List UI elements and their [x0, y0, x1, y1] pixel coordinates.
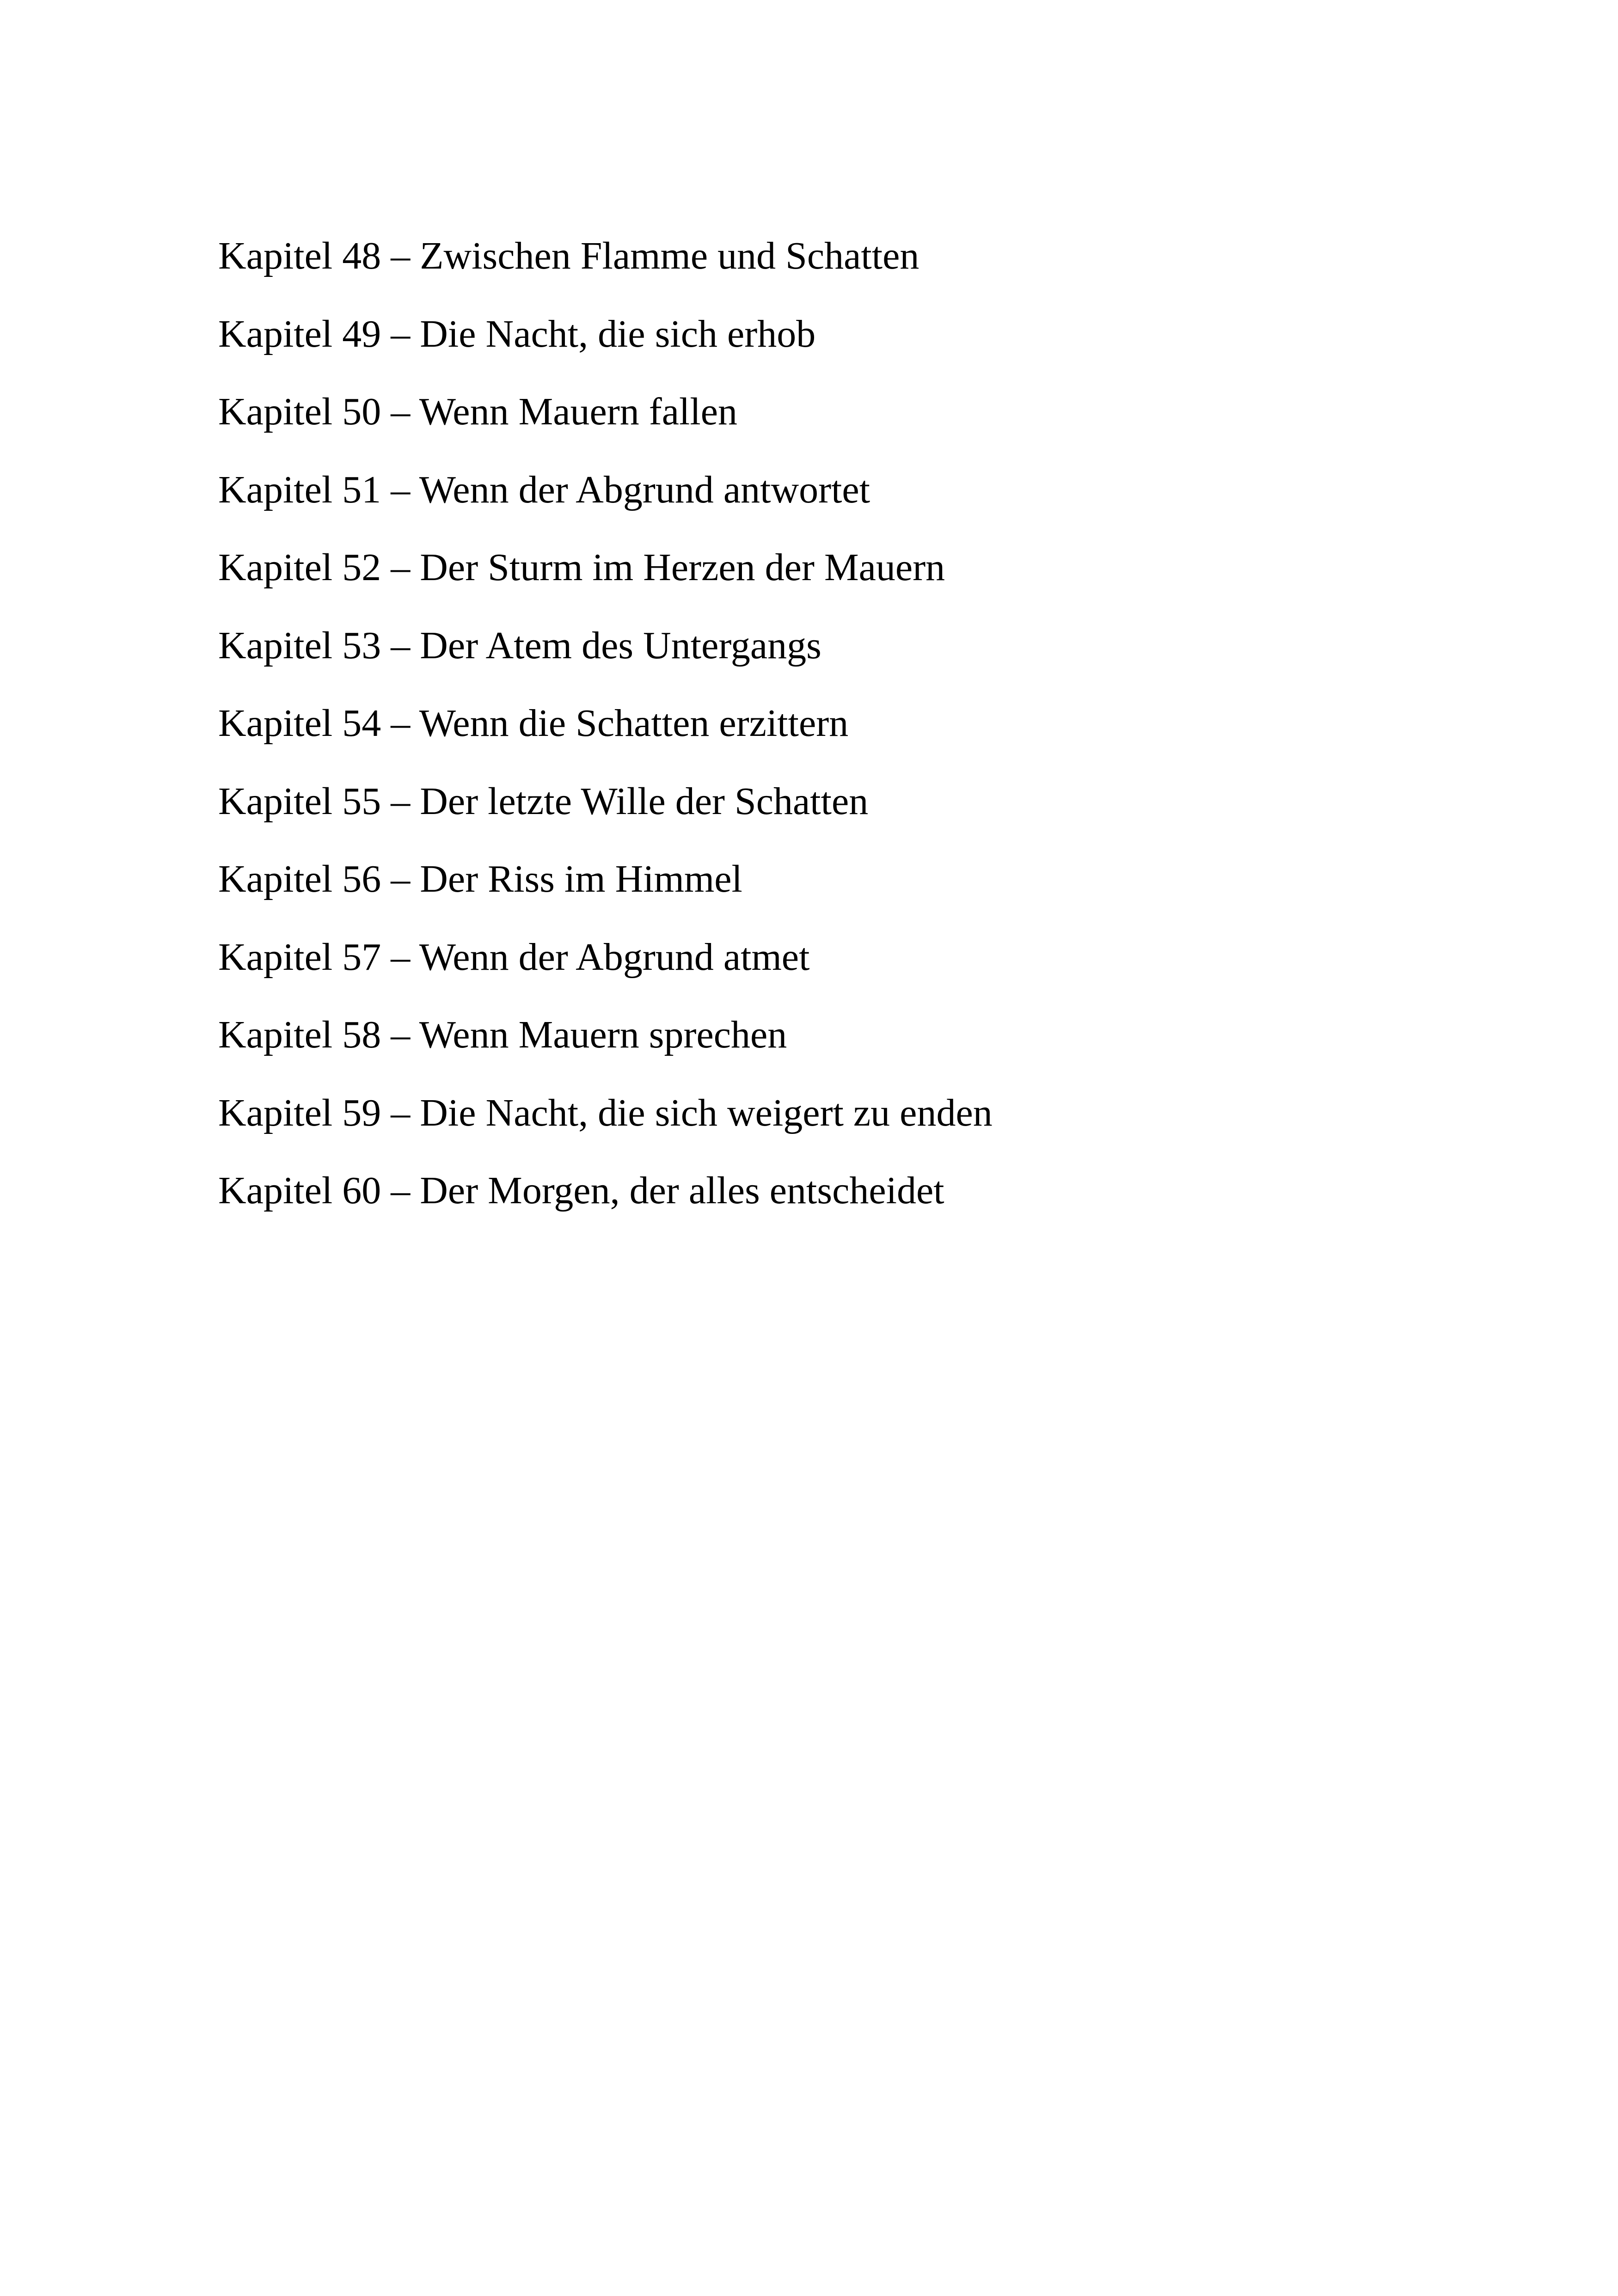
chapter-entry: Kapitel 56 – Der Riss im Himmel	[218, 857, 742, 900]
chapter-entry: Kapitel 51 – Wenn der Abgrund antwortet	[218, 468, 870, 511]
chapter-entry: Kapitel 48 – Zwischen Flamme und Schatten	[218, 234, 919, 277]
chapter-entry: Kapitel 55 – Der letzte Wille der Schatten	[218, 779, 869, 823]
chapter-entry: Kapitel 50 – Wenn Mauern fallen	[218, 390, 738, 433]
chapter-entry: Kapitel 57 – Wenn der Abgrund atmet	[218, 935, 810, 979]
chapter-entry: Kapitel 60 – Der Morgen, der alles entscheidet	[218, 1169, 944, 1212]
chapter-entry: Kapitel 54 – Wenn die Schatten erzittern	[218, 702, 849, 745]
chapter-entry: Kapitel 58 – Wenn Mauern sprechen	[218, 1013, 787, 1056]
chapter-entry: Kapitel 49 – Die Nacht, die sich erhob	[218, 312, 816, 355]
chapter-entry: Kapitel 52 – Der Sturm im Herzen der Mauern	[218, 546, 945, 589]
chapter-entry: Kapitel 59 – Die Nacht, die sich weigert zu enden	[218, 1091, 993, 1134]
chapter-list	[218, 217, 993, 1230]
chapter-entry: Kapitel 53 – Der Atem des Untergangs	[218, 624, 821, 667]
